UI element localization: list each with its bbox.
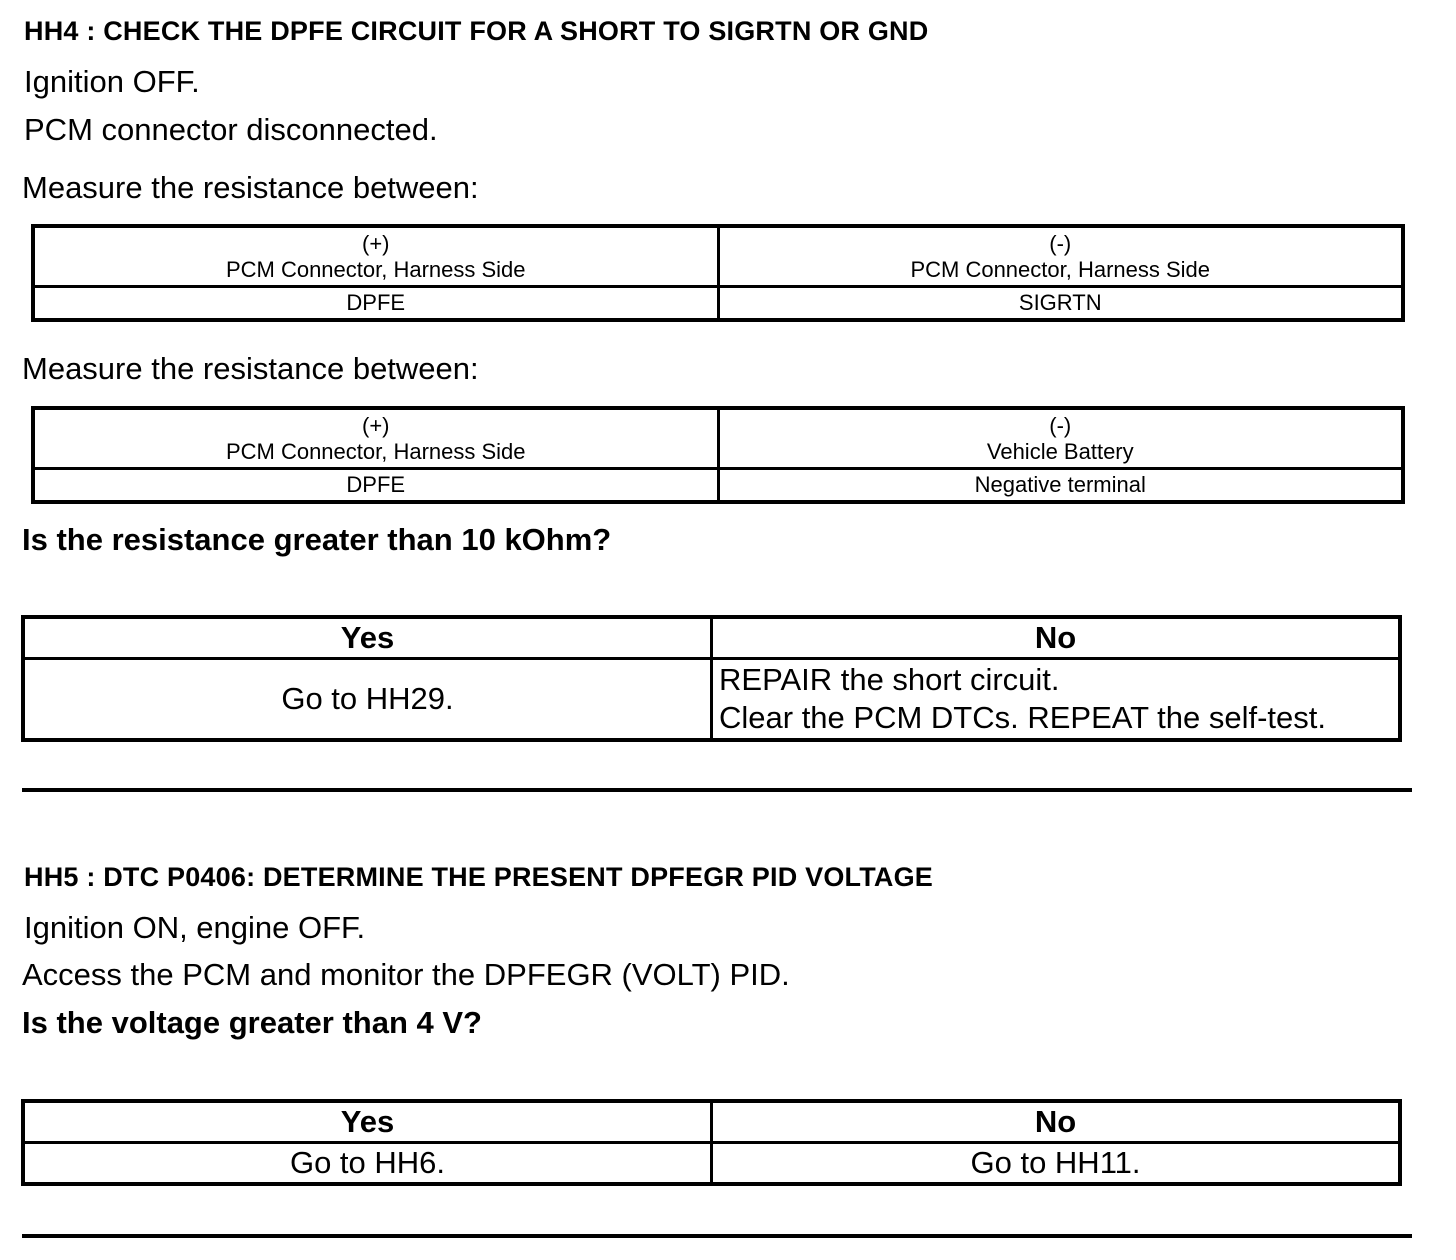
measure-1-negative-value: SIGRTN [718, 287, 1403, 321]
section-divider-bottom [22, 1234, 1412, 1238]
hh5-step-1: Ignition ON, engine OFF. [24, 910, 366, 945]
hh4-measure-1-intro: Measure the resistance between: [22, 170, 479, 205]
hh4-question: Is the resistance greater than 10 kOhm? [22, 522, 612, 557]
hh5-no-header: No [712, 1101, 1401, 1143]
measure-1-positive-header [33, 226, 718, 287]
hh4-heading: HH4 : CHECK THE DPFE CIRCUIT FOR A SHORT TO SIGRTN OR GND [24, 16, 929, 46]
hh5-heading: HH5 : DTC P0406: DETERMINE THE PRESENT DPFEGR PID VOLTAGE [24, 862, 934, 892]
negative-symbol: (-) [1049, 230, 1072, 256]
negative-label: Vehicle Battery [986, 438, 1134, 464]
measure-2-positive-value: DPFE [33, 469, 718, 503]
hh5-yes-action: Go to HH6. [23, 1143, 712, 1185]
positive-symbol: (+) [362, 412, 390, 438]
positive-label: PCM Connector, Harness Side [225, 256, 526, 282]
section-divider [22, 788, 1412, 792]
measure-2-negative-value: Negative terminal [718, 469, 1403, 503]
measure-2-negative-header [718, 408, 1403, 469]
measure-1-negative-header [718, 226, 1403, 287]
negative-symbol: (-) [1049, 412, 1072, 438]
hh4-step-2: PCM connector disconnected. [24, 112, 438, 147]
hh4-measure-2-table [31, 406, 1405, 504]
positive-label: PCM Connector, Harness Side [225, 438, 526, 464]
hh5-yes-header: Yes [23, 1101, 712, 1143]
hh5-step-2: Access the PCM and monitor the DPFEGR (VOLT) PID. [22, 957, 790, 992]
hh4-no-action-line-2: Clear the PCM DTCs. REPEAT the self-test. [719, 700, 1326, 735]
hh4-no-action-line-1: REPAIR the short circuit. [719, 662, 1060, 697]
hh4-no-header: No [712, 617, 1401, 659]
hh4-step-1: Ignition OFF. [24, 64, 200, 99]
hh4-yes-header: Yes [23, 617, 712, 659]
hh5-answer-table [21, 1099, 1402, 1186]
hh4-yes-action: Go to HH29. [23, 659, 712, 741]
positive-symbol: (+) [362, 230, 390, 256]
hh4-answer-table [21, 615, 1402, 742]
hh4-measure-1-table [31, 224, 1405, 322]
hh4-measure-2-intro: Measure the resistance between: [22, 351, 479, 386]
negative-label: PCM Connector, Harness Side [910, 256, 1211, 282]
measure-1-positive-value: DPFE [33, 287, 718, 321]
measure-2-positive-header [33, 408, 718, 469]
hh5-question: Is the voltage greater than 4 V? [22, 1005, 482, 1040]
hh5-no-action: Go to HH11. [712, 1143, 1401, 1185]
hh4-no-action [712, 659, 1401, 741]
